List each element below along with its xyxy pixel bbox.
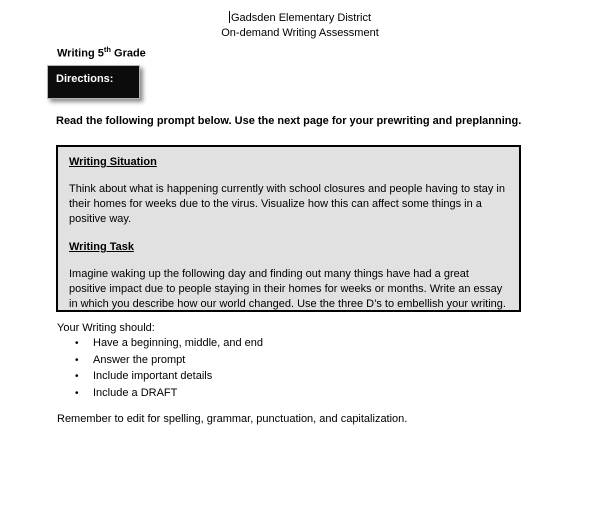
writing-task-heading: Writing Task: [69, 241, 134, 253]
checklist-item: [75, 338, 263, 349]
checklist-item: [75, 355, 263, 366]
header-line-assessment: On-demand Writing Assessment: [221, 27, 379, 39]
prompt-box: [56, 145, 521, 312]
bullet-icon: •: [75, 354, 79, 366]
footer-note: Remember to edit for spelling, grammar, punctuation, and capitalization.: [57, 413, 408, 425]
instruction-line: Read the following prompt below. Use the next page for your prewriting and preplanning.: [56, 115, 522, 127]
checklist-item-text: Include important details: [93, 370, 213, 382]
header-line-district: [0, 11, 600, 26]
bullet-icon: •: [75, 371, 79, 382]
checklist-item-text: Answer the prompt: [93, 353, 186, 366]
directions-label: Directions:: [56, 73, 114, 85]
writing-situation-heading: Writing Situation: [69, 156, 157, 168]
checklist-heading: Your Writing should:: [57, 322, 155, 334]
header-district-text: Gadsden Elementary District: [231, 12, 371, 24]
writing-task-text: Imagine waking up the following day and finding out many things have had a great positive impact due to people staying in their homes for weeks or months. Write an essay in which you describe how our world changed. Use the three D’s to embellish your writing.: [69, 268, 506, 310]
grade-label-prefix: Writing 5: [57, 47, 104, 60]
checklist-item-text: Have a beginning, middle, and end: [93, 337, 264, 349]
checklist-item-text: Include a DRAFT: [93, 386, 178, 399]
checklist-item: [75, 371, 263, 382]
writing-situation-text: Think about what is happening currently with school closures and people having to stay in their homes for weeks due to the virus. Visualize how this can affect some things in a positive way.: [69, 183, 505, 225]
checklist: [75, 338, 263, 404]
grade-label-superscript: th: [103, 45, 111, 54]
grade-label: [57, 45, 146, 60]
checklist-item: [75, 388, 263, 399]
grade-label-suffix: Grade: [110, 47, 146, 60]
document-header: [0, 11, 600, 41]
bullet-icon: •: [75, 338, 79, 349]
bullet-icon: •: [75, 387, 79, 399]
directions-box: [47, 65, 140, 99]
text-cursor: [229, 11, 230, 23]
